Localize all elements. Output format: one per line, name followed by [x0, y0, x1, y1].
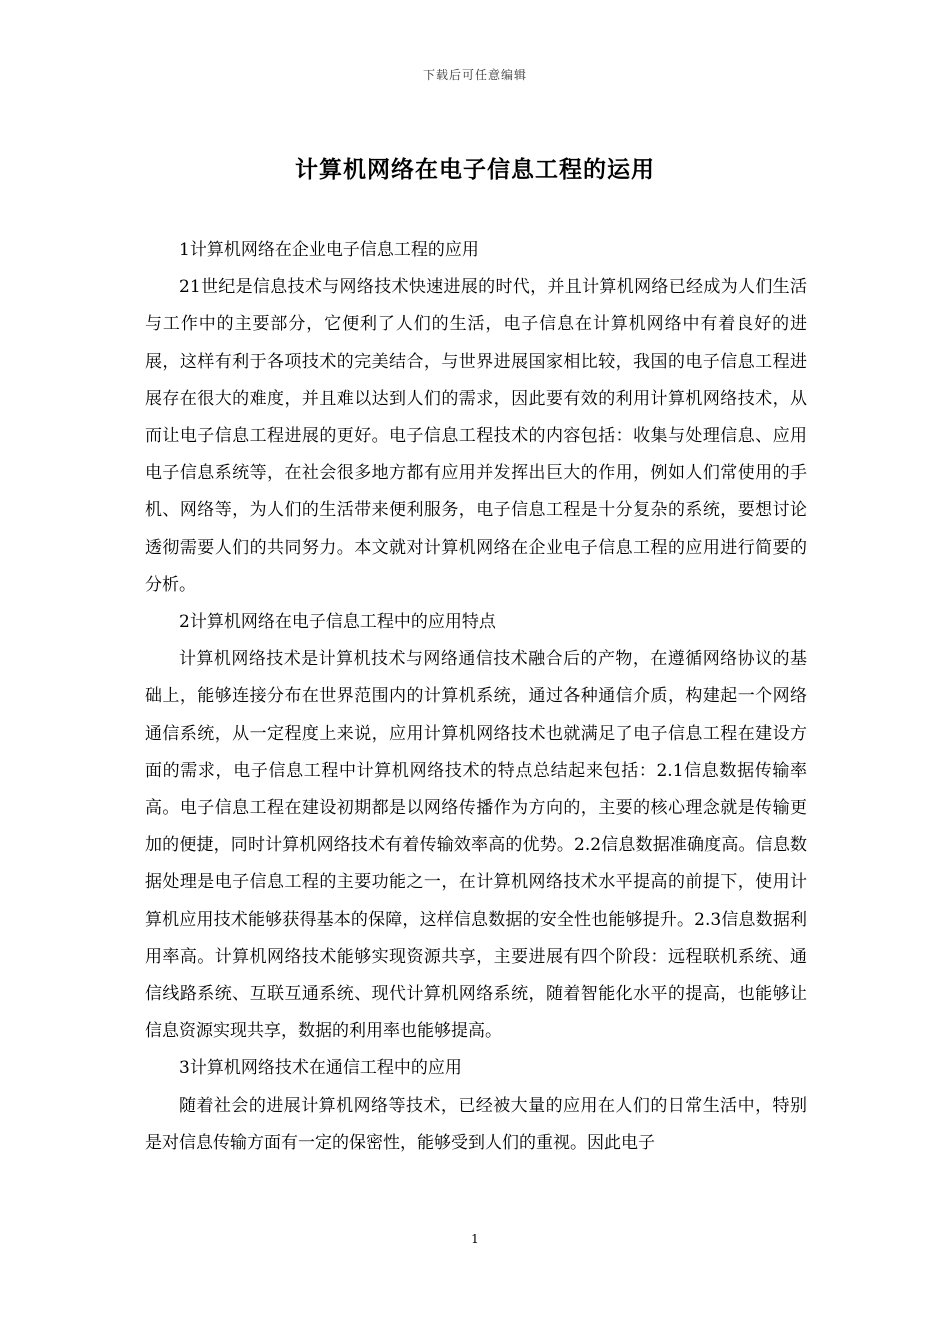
- section-heading: 2计算机网络在电子信息工程中的应用特点: [179, 612, 496, 633]
- section-heading: 3计算机网络技术在通信工程中的应用: [179, 1058, 462, 1079]
- body-paragraph: 21世纪是信息技术与网络技术快速进展的时代，并且计算机网络已经成为人们生活与工作中的主要部分，它便利了人们的生活，电子信息在计算机网络中有着良好的进展，这样有利于各项技术的完美结合，与世界进展国家相比较，我国的电子信息工程进展存在很大的难度，并且难以达到人们的需求，因此要有效的利用计算机网络技术，从而让电子信息工程进展的更好。电子信息工程技术的内容包括：收集与处理信息、应用电子信息系统等，在社会很多地方都有应用并发挥出巨大的作用，例如人们常使用的手机、网络等，为人们的生活带来便利服务，电子信息工程是十分复杂的系统，要想讨论透彻需要人们的共同努力。本文就对计算机网络在企业电子信息工程的应用进行简要的分析。: [145, 277, 807, 595]
- document-body: [145, 232, 807, 1162]
- body-paragraph: 计算机网络技术是计算机技术与网络通信技术融合后的产物，在遵循网络协议的基础上，能够连接分布在世界范围内的计算机系统，通过各种通信介质，构建起一个网络通信系统，从一定程度上来说，应用计算机网络技术也就满足了电子信息工程在建设方面的需求，电子信息工程中计算机网络技术的特点总结起来包括：2.1信息数据传输率高。电子信息工程在建设初期都是以网络传播作为方向的，主要的核心理念就是传输更加的便捷，同时计算机网络技术有着传输效率高的优势。2.2信息数据准确度高。信息数据处理是电子信息工程的主要功能之一，在计算机网络技术水平提高的前提下，使用计算机应用技术能够获得基本的保障，这样信息数据的安全性也能够提升。2.3信息数据利用率高。计算机网络技术能够实现资源共享，主要进展有四个阶段：远程联机系统、通信线路系统、互联互通系统、现代计算机网络系统，随着智能化水平的提高，也能够让信息资源实现共享，数据的利用率也能够提高。: [145, 649, 807, 1042]
- body-paragraph: 随着社会的进展计算机网络等技术，已经被大量的应用在人们的日常生活中，特别是对信息传输方面有一定的保密性，能够受到人们的重视。因此电子: [145, 1095, 807, 1153]
- section-heading: 1计算机网络在企业电子信息工程的应用: [179, 240, 479, 260]
- page-number: 1: [471, 1232, 479, 1246]
- document-title: 计算机网络在电子信息工程的运用: [295, 157, 655, 183]
- header-note: 下载后可任意编辑: [422, 68, 527, 82]
